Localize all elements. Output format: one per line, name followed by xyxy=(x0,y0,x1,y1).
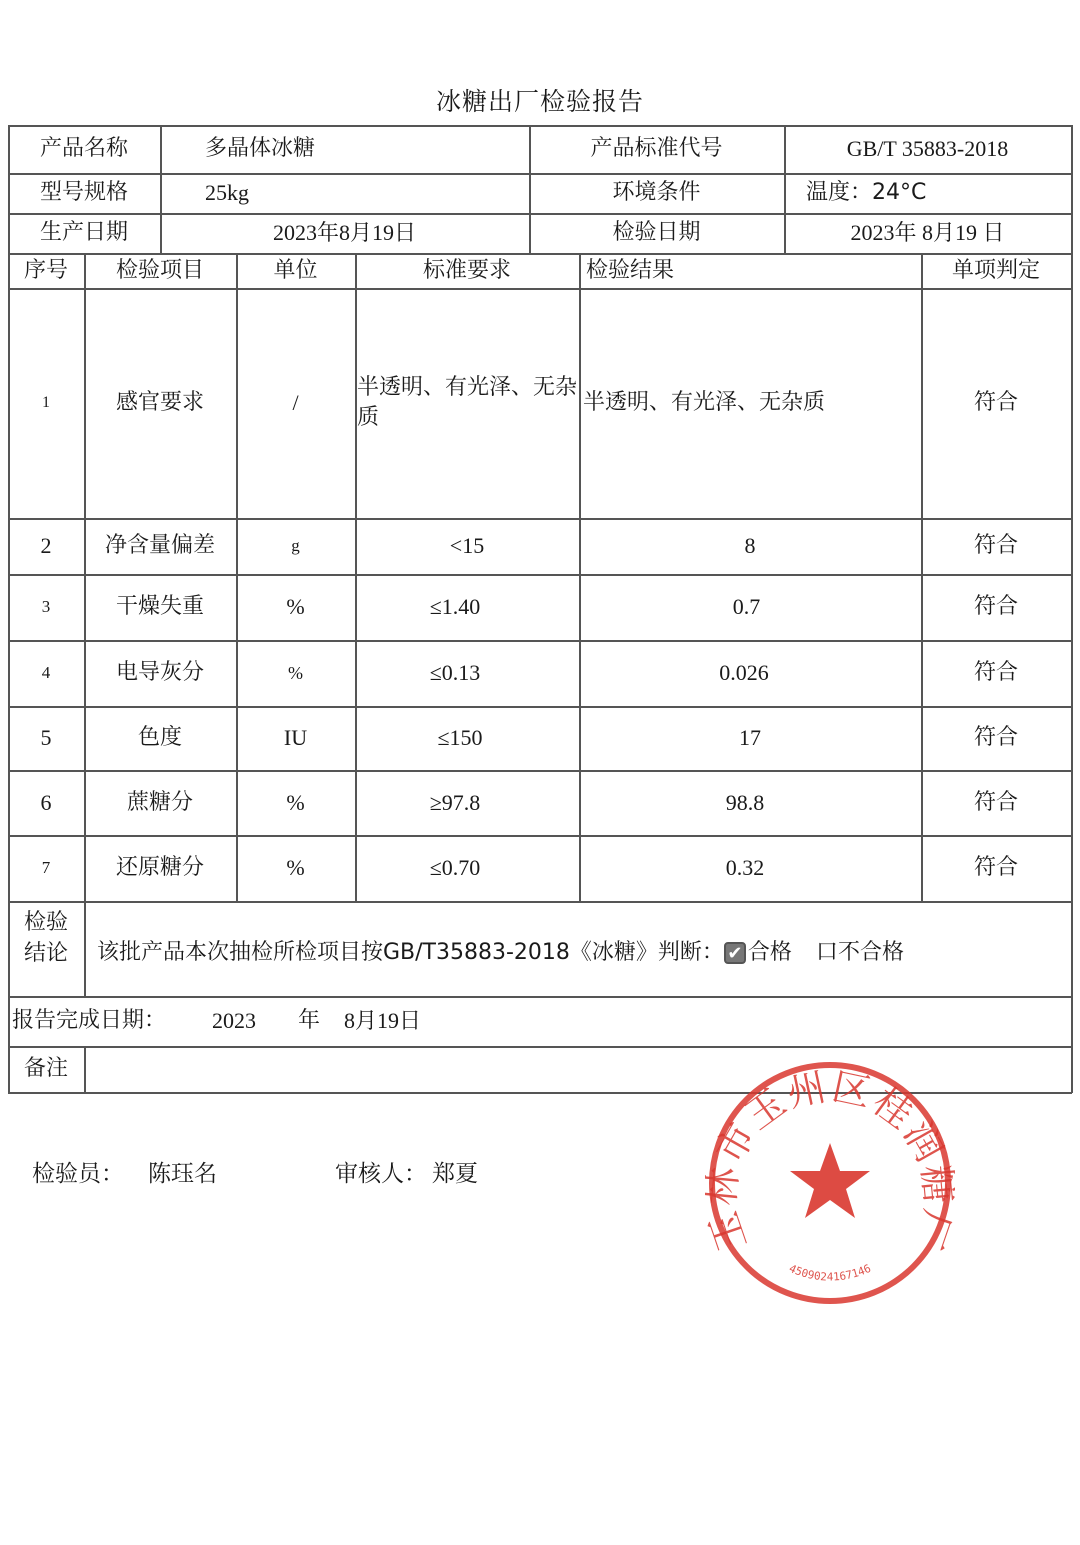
row-no: 2 xyxy=(40,533,52,559)
company-seal xyxy=(705,1058,955,1308)
row-result: 0.32 xyxy=(725,855,765,881)
row-standard: ≤0.13 xyxy=(429,660,481,686)
company-seal-graphic xyxy=(705,1058,955,1308)
pass-checkbox[interactable]: ✔ xyxy=(724,942,746,964)
seal-number: 4509024167146 xyxy=(787,1261,873,1284)
row-unit: g xyxy=(291,535,300,555)
report-date-label: 报告完成日期： xyxy=(12,1008,167,1034)
row-unit: % xyxy=(286,789,305,815)
row-unit: / xyxy=(292,390,299,416)
row-result: 98.8 xyxy=(725,789,765,815)
row-no: 7 xyxy=(41,857,51,877)
row-result: 8 xyxy=(744,533,756,559)
product-name: 多晶体冰糖 xyxy=(205,136,316,162)
conclusion-label-line1: 检验 xyxy=(23,910,68,936)
fail-label: 不合格 xyxy=(837,939,904,965)
row-no: 4 xyxy=(41,662,51,682)
inspect-date: 2023年 8月19 日 xyxy=(850,220,1005,246)
product-name-label: 产品名称 xyxy=(39,136,128,162)
reviewer-name: 郑夏 xyxy=(432,1161,478,1187)
header-result: 检验结果 xyxy=(586,257,675,283)
conclusion-label-line2: 结论 xyxy=(23,941,68,966)
spec: 25kg xyxy=(205,180,249,206)
seal-star-icon xyxy=(790,1143,870,1218)
standard-code: GB/T 35883-2018 xyxy=(846,136,1009,162)
header-no: 序号 xyxy=(23,257,68,283)
row-unit: % xyxy=(286,594,305,620)
header-standard: 标准要求 xyxy=(422,257,511,283)
row-result: 0.026 xyxy=(719,660,769,686)
row-judge: 符合 xyxy=(973,789,1018,815)
row-standard: ≤150 xyxy=(437,725,483,751)
row-standard: 半透明、有光泽、无杂质 xyxy=(357,375,578,430)
row-item: 感官要求 xyxy=(115,390,204,416)
reviewer-label: 审核人： xyxy=(335,1161,427,1187)
row-item: 电导灰分 xyxy=(115,660,204,686)
row-item: 色度 xyxy=(137,725,182,751)
row-unit: % xyxy=(288,662,303,683)
prod-date: 2023年8月19日 xyxy=(272,220,416,246)
row-no: 6 xyxy=(40,789,52,815)
inspector-name: 陈珏名 xyxy=(148,1161,217,1187)
inspector-label: 检验员： xyxy=(32,1161,124,1187)
header-item: 检验项目 xyxy=(115,257,204,283)
row-judge: 符合 xyxy=(973,533,1018,559)
svg-text:4509024167146 xyxy=(787,1262,873,1284)
seal-text: 玉 市玉州区桂润 厂 xyxy=(705,1064,955,1257)
row-item: 还原糖分 xyxy=(115,855,204,881)
row-result: 17 xyxy=(739,725,761,751)
row-standard: ≤0.70 xyxy=(429,855,481,881)
pass-label: 合格 xyxy=(747,939,792,965)
row-judge: 符合 xyxy=(973,660,1018,686)
remark-label: 备注 xyxy=(23,1056,68,1082)
prod-date-label: 生产日期 xyxy=(39,220,128,246)
conclusion-text: 该批产品本次抽检所检项目按GB/T35883-2018《冰糖》判断： xyxy=(97,939,724,965)
env-condition: 温度：24°C xyxy=(806,180,927,206)
row-item: 干燥失重 xyxy=(115,594,204,620)
spec-label: 型号规格 xyxy=(39,180,128,206)
header-unit: 单位 xyxy=(273,257,318,283)
header-judge: 单项判定 xyxy=(951,257,1040,283)
row-standard: ≤1.40 xyxy=(429,594,481,620)
row-result: 半透明、有光泽、无杂质 xyxy=(583,390,826,416)
report-date-month-day: 8月19日 xyxy=(344,1008,422,1034)
report-date-year: 2023 xyxy=(212,1008,256,1034)
row-no: 5 xyxy=(40,725,52,751)
row-item: 蔗糖分 xyxy=(126,789,193,815)
row-unit: IU xyxy=(283,725,308,751)
inspect-date-label: 检验日期 xyxy=(612,220,701,246)
row-judge: 符合 xyxy=(973,855,1018,881)
row-unit: % xyxy=(286,855,305,881)
row-judge: 符合 xyxy=(973,390,1018,416)
conclusion-content xyxy=(97,901,1067,1004)
standard-code-label: 产品标准代号 xyxy=(590,136,723,162)
report-date-year-unit: 年 xyxy=(298,1008,321,1034)
env-label: 环境条件 xyxy=(612,180,701,206)
row-no: 1 xyxy=(42,394,50,412)
row-item: 净含量偏差 xyxy=(104,533,215,559)
row-judge: 符合 xyxy=(973,725,1018,751)
conclusion-label xyxy=(8,901,84,977)
row-no: 3 xyxy=(41,596,51,616)
row-standard: <15 xyxy=(449,533,485,559)
row-standard: ≥97.8 xyxy=(429,789,481,815)
report-title: 冰糖出厂检验报告 xyxy=(435,87,644,116)
row-judge: 符合 xyxy=(973,594,1018,620)
row-result: 0.7 xyxy=(732,594,761,620)
fail-checkbox[interactable]: 口 xyxy=(815,939,838,965)
